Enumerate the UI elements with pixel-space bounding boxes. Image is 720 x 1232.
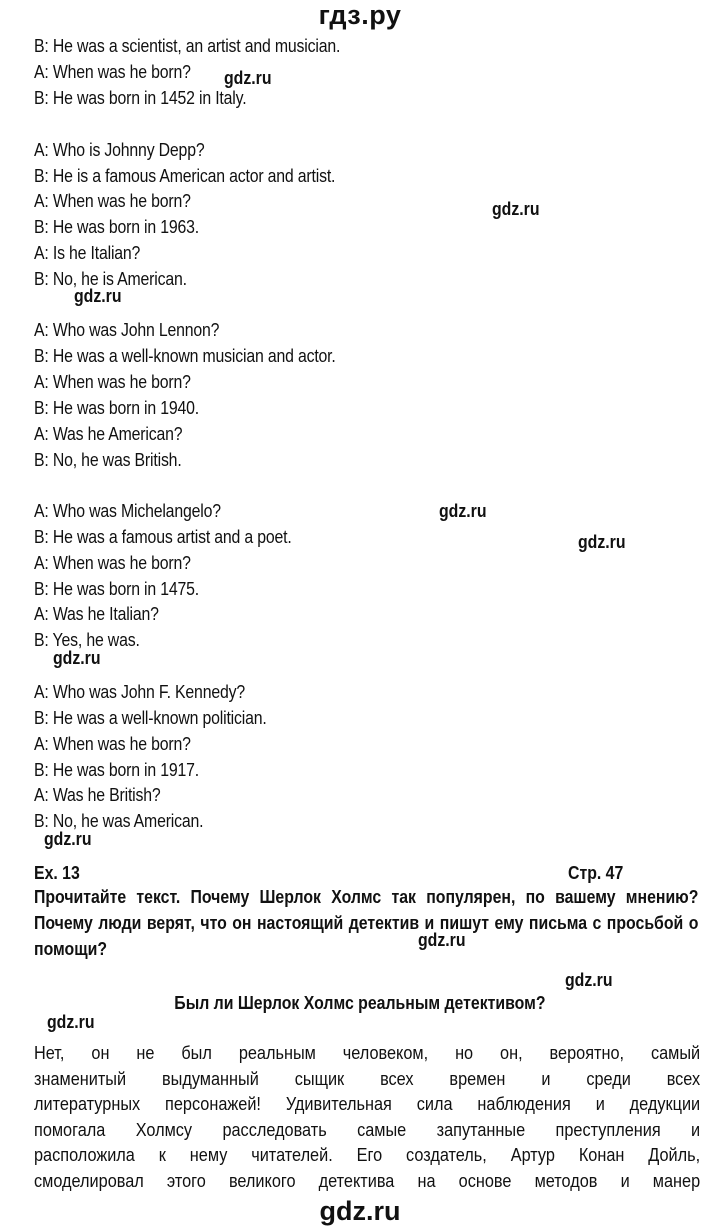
watermark: gdz.ru	[53, 648, 101, 668]
text-subtitle	[0, 992, 720, 1014]
dialogue-line: A: Was he Italian?	[34, 604, 159, 624]
dialogue-line: A: When was he born?	[34, 372, 191, 392]
text-subtitle-label: Был ли Шерлок Холмс реальным детективом?	[174, 993, 546, 1013]
dialogue-line: B: He was a well-known musician and actor.	[34, 346, 336, 366]
dialogue-line: B: No, he was British.	[34, 450, 182, 470]
watermark: gdz.ru	[418, 930, 466, 950]
dialogue-line: A: Was he British?	[34, 785, 161, 805]
dialogue-line: A: When was he born?	[34, 553, 191, 573]
watermark: gdz.ru	[224, 68, 272, 88]
exercise-task: Прочитайте текст. Почему Шерлок Холмс так популярен, по вашему мнению? Почему люди верят, что он настоящий детектив и пишут ему письма с просьбой о помощи?	[34, 887, 699, 959]
body-line: расположила к нему читателей. Его создатель, Артур Конан Дойль,	[34, 1144, 701, 1165]
dialogue-line: A: Who was John Lennon?	[34, 320, 220, 340]
exercise-number: Ex. 13	[34, 863, 80, 883]
watermark: gdz.ru	[492, 199, 540, 219]
body-text	[34, 1040, 700, 1193]
body-line: смоделировал этого великого детектива на основе методов и манер	[34, 1169, 701, 1191]
watermark: gdz.ru	[47, 1012, 95, 1032]
watermark: gdz.ru	[439, 501, 487, 521]
dialogue-line: A: When was he born?	[34, 62, 191, 82]
dialogue-line: B: He was born in 1963.	[34, 217, 200, 237]
dialogue-line: B: Yes, he was.	[34, 630, 140, 650]
site-title: гдз.ру	[318, 0, 402, 30]
dialogue-line: B: No, he is American.	[34, 269, 187, 289]
watermark: gdz.ru	[44, 829, 92, 849]
watermark: gdz.ru	[74, 286, 122, 306]
dialogue-line: A: Who is Johnny Depp?	[34, 140, 205, 160]
dialogue-line: A: When was he born?	[34, 191, 191, 211]
dialogue-line: A: Was he American?	[34, 424, 183, 444]
dialogue-line: A: Who was John F. Kennedy?	[34, 682, 245, 702]
dialogue-line: B: He was a scientist, an artist and musician.	[34, 36, 341, 56]
dialogue-line: B: He was born in 1475.	[34, 579, 200, 599]
footer-site-title: gdz.ru	[319, 1196, 401, 1226]
dialogue-line: A: When was he born?	[34, 734, 191, 754]
dialogue-line: B: He was a well-known politician.	[34, 708, 267, 728]
watermark: gdz.ru	[578, 532, 626, 552]
body-line: литературных персонажей! Удивительная сила наблюдения и дедукции	[34, 1093, 701, 1114]
watermark: gdz.ru	[565, 970, 613, 990]
body-line: знаменитый выдуманный сыщик всех времен и среди всех	[34, 1067, 701, 1089]
dialogue-line: B: He was a famous artist and a poet.	[34, 527, 292, 547]
dialogue-line: A: Who was Michelangelo?	[34, 501, 221, 521]
body-line: помогала Холмсу расследовать самые запутанные преступления и	[34, 1118, 701, 1140]
page-number: Стр. 47	[568, 863, 624, 883]
dialogue-line: B: He was born in 1917.	[34, 760, 200, 780]
body-line: Нет, он не был реальным человеком, но он, вероятно, самый	[34, 1042, 701, 1063]
dialogue-line: B: He was born in 1452 in Italy.	[34, 88, 247, 108]
dialogue-line: B: No, he was American.	[34, 811, 204, 831]
dialogue-line: A: Is he Italian?	[34, 243, 141, 263]
dialogue-line: B: He is a famous American actor and artist.	[34, 166, 336, 186]
dialogue-line: B: He was born in 1940.	[34, 398, 200, 418]
